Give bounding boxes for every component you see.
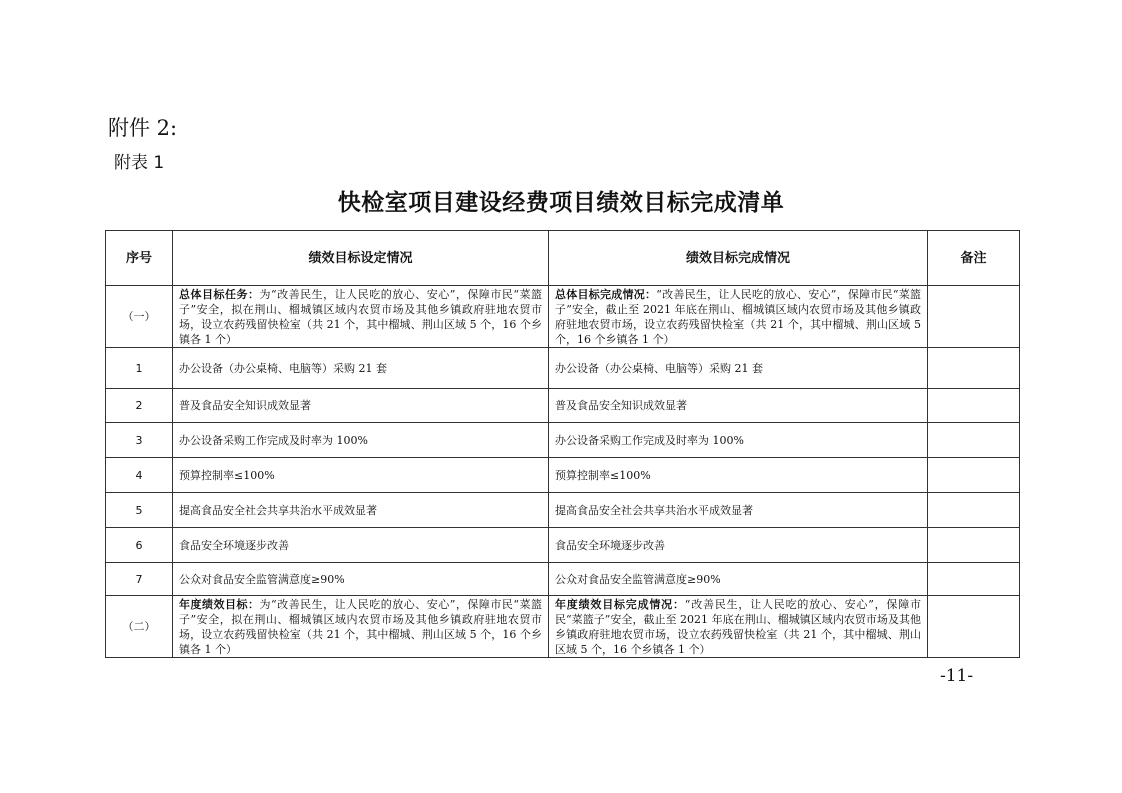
target-done-cell: 普及食品安全知识成效显著 bbox=[549, 389, 928, 423]
note-cell bbox=[928, 458, 1020, 493]
target-set-cell bbox=[173, 286, 549, 348]
table-row bbox=[106, 563, 1020, 596]
row-number: 7 bbox=[106, 563, 173, 596]
note-cell bbox=[928, 348, 1020, 389]
target-set-lead: 总体目标任务： bbox=[179, 287, 260, 301]
sub-table-label: 附表 1 bbox=[114, 153, 165, 173]
table-row bbox=[106, 458, 1020, 493]
table-row bbox=[106, 423, 1020, 458]
column-header-done: 绩效目标完成情况 bbox=[549, 231, 928, 286]
row-number: （二） bbox=[106, 596, 173, 658]
row-number: 1 bbox=[106, 348, 173, 389]
target-set-cell: 办公设备采购工作完成及时率为 100% bbox=[173, 423, 549, 458]
table-row bbox=[106, 493, 1020, 528]
row-number: 2 bbox=[106, 389, 173, 423]
column-header-set: 绩效目标设定情况 bbox=[173, 231, 549, 286]
target-done-text: “改善民生，让人民吃的放心、安心”，保障市民“菜篮子”安全，截止至 2021 年底在荆山、榴城镇区域内农贸市场及其他乡镇政府驻地农贸市场，设立农药残留快检室（共 21 个，其中榴城、荆山区域 5 个，16 个乡镇各 1 个） bbox=[555, 287, 921, 346]
target-set-cell: 普及食品安全知识成效显著 bbox=[173, 389, 549, 423]
table-row bbox=[106, 348, 1020, 389]
row-number: 5 bbox=[106, 493, 173, 528]
row-number: （一） bbox=[106, 286, 173, 348]
column-header-no: 序号 bbox=[106, 231, 173, 286]
target-done-cell: 办公设备（办公桌椅、电脑等）采购 21 套 bbox=[549, 348, 928, 389]
target-done-cell: 办公设备采购工作完成及时率为 100% bbox=[549, 423, 928, 458]
target-set-lead: 年度绩效目标： bbox=[179, 597, 260, 611]
table-row-group1 bbox=[106, 286, 1020, 348]
target-done-cell: 提高食品安全社会共享共治水平成效显著 bbox=[549, 493, 928, 528]
target-set-cell: 提高食品安全社会共享共治水平成效显著 bbox=[173, 493, 549, 528]
target-set-cell bbox=[173, 596, 549, 658]
target-done-cell: 预算控制率≤100% bbox=[549, 458, 928, 493]
note-cell bbox=[928, 563, 1020, 596]
attachment-label: 附件 2: bbox=[108, 116, 178, 140]
page-number: -11- bbox=[940, 666, 974, 686]
note-cell bbox=[928, 389, 1020, 423]
note-cell bbox=[928, 528, 1020, 563]
target-done-cell: 公众对食品安全监管满意度≥90% bbox=[549, 563, 928, 596]
target-set-cell: 公众对食品安全监管满意度≥90% bbox=[173, 563, 549, 596]
target-set-cell: 食品安全环境逐步改善 bbox=[173, 528, 549, 563]
table-row bbox=[106, 389, 1020, 423]
note-cell bbox=[928, 493, 1020, 528]
table-header-row bbox=[106, 231, 1020, 286]
note-cell bbox=[928, 286, 1020, 348]
target-set-cell: 预算控制率≤100% bbox=[173, 458, 549, 493]
target-done-lead: 总体目标完成情况： bbox=[555, 287, 657, 301]
target-done-cell bbox=[549, 286, 928, 348]
target-done-lead: 年度绩效目标完成情况： bbox=[555, 597, 685, 611]
note-cell bbox=[928, 423, 1020, 458]
row-number: 3 bbox=[106, 423, 173, 458]
target-set-cell: 办公设备（办公桌椅、电脑等）采购 21 套 bbox=[173, 348, 549, 389]
note-cell bbox=[928, 596, 1020, 658]
document-title: 快检室项目建设经费项目绩效目标完成清单 bbox=[337, 190, 785, 216]
target-done-cell bbox=[549, 596, 928, 658]
row-number: 6 bbox=[106, 528, 173, 563]
target-done-text: “改善民生，让人民吃的放心、安心”，保障市民“菜篮子”安全，截止至 2021 年底在荆山、榴城镇区域内农贸市场及其他乡镇政府驻地农贸市场，设立农药残留快检室（共 21 个，其中榴城、荆山区域 5 个，16 个乡镇各 1 个） bbox=[555, 597, 922, 656]
performance-table bbox=[105, 230, 1020, 658]
row-number: 4 bbox=[106, 458, 173, 493]
target-set-text: 为“改善民生，让人民吃的放心、安心”，保障市民“菜篮子”安全，拟在荆山、榴城镇区域内农贸市场及其他乡镇政府驻地农贸市场，设立农药残留快检室（共 21 个，其中榴城、荆山区域 5 个，16 个乡镇各 1 个） bbox=[179, 287, 542, 346]
table-row bbox=[106, 528, 1020, 563]
table-row-group2 bbox=[106, 596, 1020, 658]
column-header-note: 备注 bbox=[928, 231, 1020, 286]
target-done-cell: 食品安全环境逐步改善 bbox=[549, 528, 928, 563]
target-set-text: 为“改善民生，让人民吃的放心、安心”，保障市民“菜篮子”安全，拟在荆山、榴城镇区域内农贸市场及其他乡镇政府驻地农贸市场，设立农药残留快检室（共 21 个，其中榴城、荆山区域 5 个，16 个乡镇各 1 个） bbox=[179, 597, 542, 656]
